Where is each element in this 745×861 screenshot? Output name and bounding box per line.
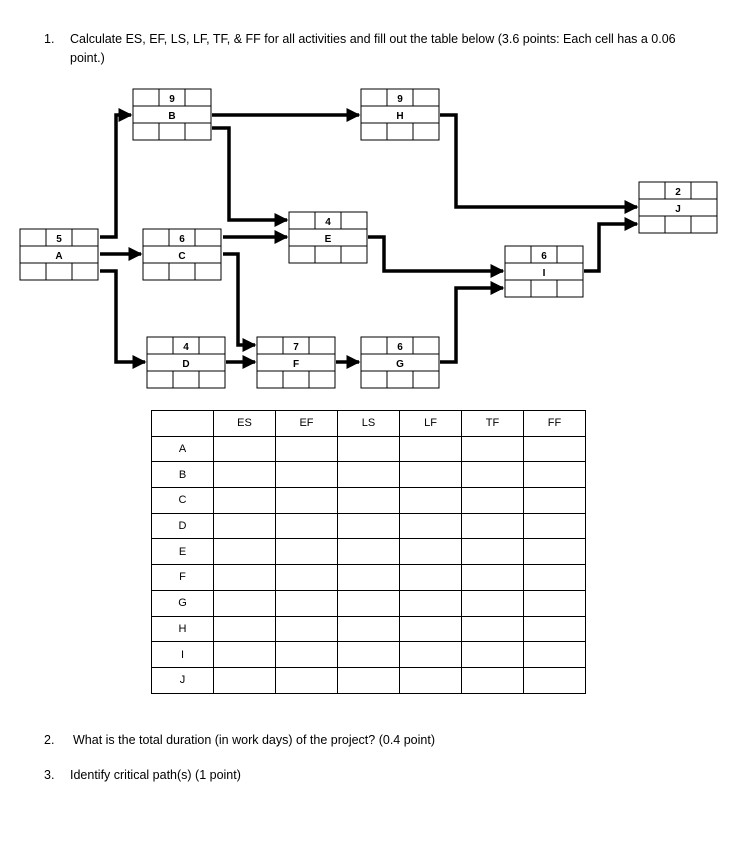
- question-1-text: Calculate ES, EF, LS, LF, TF, & FF for all activities and fill out the table below (3.6 points: Each cell has a 0.06 point.): [70, 32, 676, 65]
- table-row-label: J: [152, 667, 214, 693]
- activity-node-g: [361, 337, 439, 388]
- arrow-I-J: [584, 224, 637, 271]
- table-row: [152, 462, 586, 488]
- table-cell-d-ff[interactable]: [524, 513, 586, 539]
- table-cell-c-es[interactable]: [214, 488, 276, 514]
- question-2: [44, 731, 704, 751]
- table-cell-i-tf[interactable]: [462, 642, 524, 668]
- table-row: [152, 565, 586, 591]
- table-row-label: B: [152, 462, 214, 488]
- table-cell-e-lf[interactable]: [400, 539, 462, 565]
- table-cell-b-ls[interactable]: [338, 462, 400, 488]
- table-cell-h-tf[interactable]: [462, 616, 524, 642]
- table-cell-b-ef[interactable]: [276, 462, 338, 488]
- table-cell-g-ef[interactable]: [276, 590, 338, 616]
- question-2-text: What is the total duration (in work days) of the project? (0.4 point): [73, 733, 435, 747]
- table-cell-d-ls[interactable]: [338, 513, 400, 539]
- table-header-ef: EF: [276, 411, 338, 437]
- table-row: [152, 667, 586, 693]
- table-header-blank: [152, 411, 214, 437]
- table-cell-f-ff[interactable]: [524, 565, 586, 591]
- table-cell-d-tf[interactable]: [462, 513, 524, 539]
- activity-node-h: [361, 89, 439, 140]
- activity-duration-e: 4: [325, 217, 331, 228]
- question-3-number: 3.: [44, 768, 55, 782]
- activity-network-diagram: [0, 80, 745, 390]
- table-row-label: E: [152, 539, 214, 565]
- activity-node-f: [257, 337, 335, 388]
- table-cell-g-ff[interactable]: [524, 590, 586, 616]
- arrow-B-E: [212, 128, 287, 220]
- table-cell-j-ef[interactable]: [276, 667, 338, 693]
- table-cell-a-ef[interactable]: [276, 436, 338, 462]
- table-cell-j-lf[interactable]: [400, 667, 462, 693]
- table-header-tf: TF: [462, 411, 524, 437]
- table-row: [152, 642, 586, 668]
- table-cell-c-ls[interactable]: [338, 488, 400, 514]
- activity-node-e: [289, 212, 367, 263]
- activity-duration-c: 6: [179, 234, 185, 245]
- arrow-A-D: [100, 271, 145, 362]
- table-header-row: [152, 411, 586, 437]
- table-row-label: G: [152, 590, 214, 616]
- table-cell-f-tf[interactable]: [462, 565, 524, 591]
- table-cell-h-lf[interactable]: [400, 616, 462, 642]
- arrow-A-B: [100, 115, 131, 237]
- table-cell-i-ls[interactable]: [338, 642, 400, 668]
- activity-node-b: [133, 89, 211, 140]
- table-cell-c-ff[interactable]: [524, 488, 586, 514]
- table-cell-d-ef[interactable]: [276, 513, 338, 539]
- activity-label-f: F: [292, 359, 300, 370]
- activity-duration-h: 9: [397, 94, 403, 105]
- table-cell-a-tf[interactable]: [462, 436, 524, 462]
- table-row: [152, 488, 586, 514]
- table-cell-e-ls[interactable]: [338, 539, 400, 565]
- activity-label-i: I: [542, 268, 546, 279]
- arrow-G-I: [440, 288, 503, 362]
- activity-label-a: A: [55, 251, 63, 262]
- table-cell-f-lf[interactable]: [400, 565, 462, 591]
- activity-node-i: [505, 246, 583, 297]
- table-cell-a-ff[interactable]: [524, 436, 586, 462]
- table-cell-a-ls[interactable]: [338, 436, 400, 462]
- table-cell-j-ls[interactable]: [338, 667, 400, 693]
- table-cell-j-tf[interactable]: [462, 667, 524, 693]
- table-cell-e-ef[interactable]: [276, 539, 338, 565]
- arrow-C-F: [223, 254, 255, 345]
- table-cell-c-tf[interactable]: [462, 488, 524, 514]
- table-cell-i-es[interactable]: [214, 642, 276, 668]
- question-1-number: 1.: [44, 32, 55, 46]
- table-cell-j-es[interactable]: [214, 667, 276, 693]
- table-row: [152, 436, 586, 462]
- table-cell-a-lf[interactable]: [400, 436, 462, 462]
- table-cell-j-ff[interactable]: [524, 667, 586, 693]
- question-3-text: Identify critical path(s) (1 point): [70, 768, 241, 782]
- table-cell-f-ls[interactable]: [338, 565, 400, 591]
- activity-duration-i: 6: [541, 251, 547, 262]
- table-cell-c-lf[interactable]: [400, 488, 462, 514]
- activity-duration-d: 4: [183, 342, 189, 353]
- activity-label-g: G: [396, 359, 404, 370]
- table-header-lf: LF: [400, 411, 462, 437]
- activity-label-d: D: [182, 359, 190, 370]
- table-cell-d-lf[interactable]: [400, 513, 462, 539]
- schedule-table: [151, 410, 586, 694]
- table-cell-f-ef[interactable]: [276, 565, 338, 591]
- table-header-ls: LS: [338, 411, 400, 437]
- table-row: [152, 590, 586, 616]
- arrow-E-I: [368, 237, 503, 271]
- table-cell-b-ff[interactable]: [524, 462, 586, 488]
- table-row-label: F: [152, 565, 214, 591]
- table-cell-i-ef[interactable]: [276, 642, 338, 668]
- table-row-label: I: [152, 642, 214, 668]
- activity-duration-a: 5: [56, 234, 62, 245]
- table-cell-i-lf[interactable]: [400, 642, 462, 668]
- table-cell-i-ff[interactable]: [524, 642, 586, 668]
- activity-label-e: E: [324, 234, 332, 245]
- table-cell-g-es[interactable]: [214, 590, 276, 616]
- activity-duration-g: 6: [397, 342, 403, 353]
- table-cell-b-es[interactable]: [214, 462, 276, 488]
- table-cell-g-ls[interactable]: [338, 590, 400, 616]
- question-2-number: 2.: [44, 733, 55, 747]
- table-cell-f-es[interactable]: [214, 565, 276, 591]
- activity-duration-f: 7: [293, 342, 299, 353]
- table-cell-e-tf[interactable]: [462, 539, 524, 565]
- activity-duration-j: 2: [675, 187, 681, 198]
- table-cell-d-es[interactable]: [214, 513, 276, 539]
- table-cell-b-lf[interactable]: [400, 462, 462, 488]
- activity-node-c: [143, 229, 221, 280]
- table-row-label: A: [152, 436, 214, 462]
- table-cell-g-lf[interactable]: [400, 590, 462, 616]
- table-row: [152, 539, 586, 565]
- activity-label-c: C: [178, 251, 186, 262]
- activity-label-b: B: [168, 111, 176, 122]
- table-row-label: H: [152, 616, 214, 642]
- table-cell-a-es[interactable]: [214, 436, 276, 462]
- table-row-label: D: [152, 513, 214, 539]
- question-1: [44, 30, 704, 70]
- table-cell-h-es[interactable]: [214, 616, 276, 642]
- table-row: [152, 513, 586, 539]
- table-row: [152, 616, 586, 642]
- table-cell-e-ff[interactable]: [524, 539, 586, 565]
- table-row-label: C: [152, 488, 214, 514]
- question-3: [44, 766, 704, 786]
- activity-duration-b: 9: [169, 94, 175, 105]
- table-cell-h-ls[interactable]: [338, 616, 400, 642]
- activity-label-h: H: [396, 111, 404, 122]
- activity-node-a: [20, 229, 98, 280]
- table-cell-b-tf[interactable]: [462, 462, 524, 488]
- activity-node-j: [639, 182, 717, 233]
- activity-label-j: J: [675, 204, 681, 215]
- table-header-ff: FF: [524, 411, 586, 437]
- table-cell-h-ef[interactable]: [276, 616, 338, 642]
- table-cell-c-ef[interactable]: [276, 488, 338, 514]
- table-cell-h-ff[interactable]: [524, 616, 586, 642]
- table-header-es: ES: [214, 411, 276, 437]
- arrow-H-J: [440, 115, 637, 207]
- activity-node-d: [147, 337, 225, 388]
- table-cell-g-tf[interactable]: [462, 590, 524, 616]
- table-cell-e-es[interactable]: [214, 539, 276, 565]
